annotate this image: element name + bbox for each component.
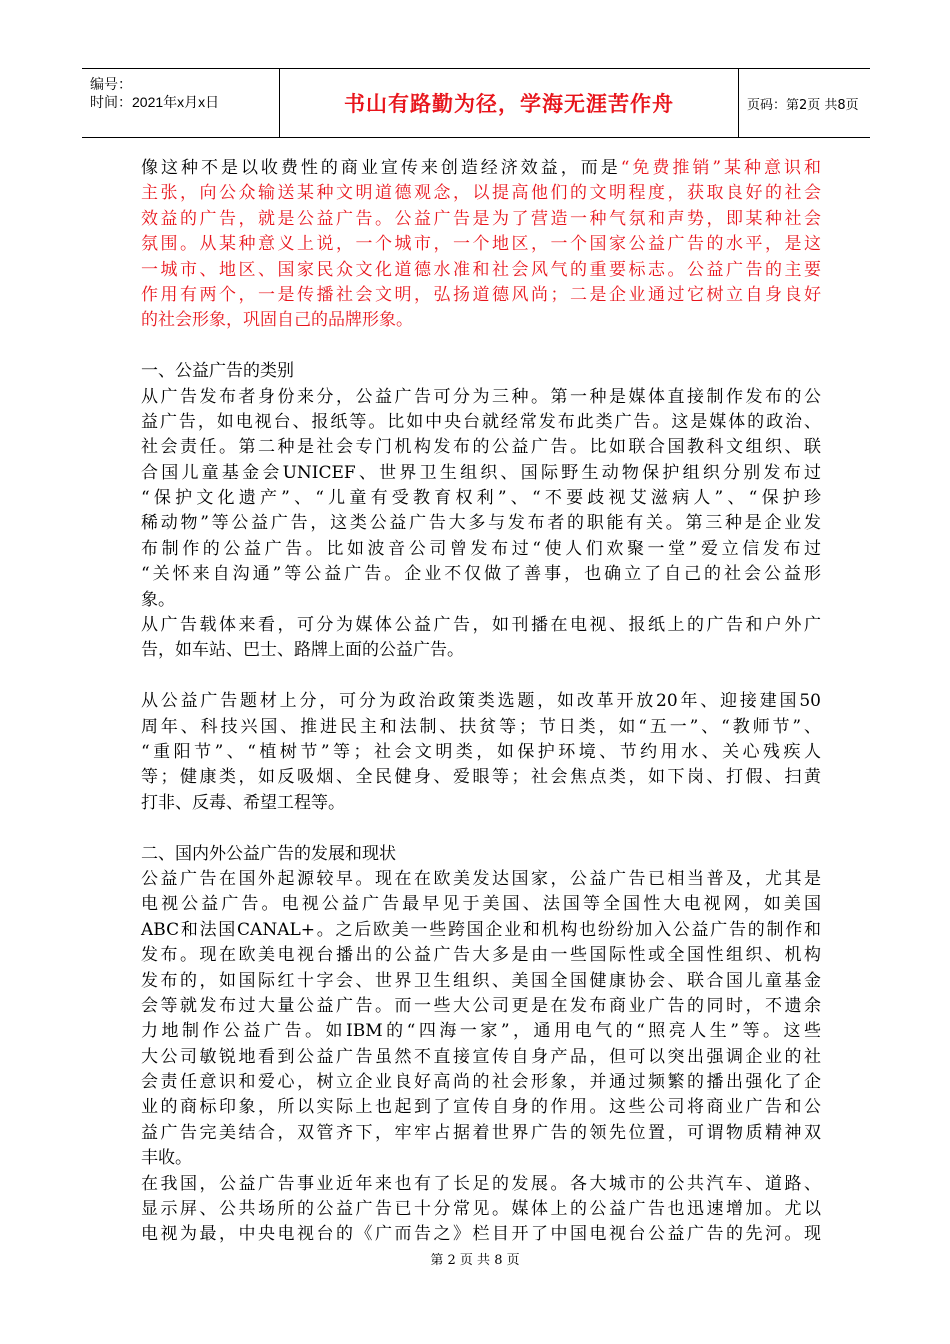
line: 益广告，如电视台、报纸等。比如中央台就经常发布此类广告。这是媒体的政治、	[141, 411, 821, 432]
line: 作用有两个，一是传播社会文明，弘扬道德风尚；二是企业通过它树立自身良好	[141, 284, 821, 305]
line: 从广告发布者身份来分，公益广告可分为三种。第一种是媒体直接制作发布的公	[141, 386, 821, 407]
line: 从广告载体来看，可分为媒体公益广告，如刊播在电视、报纸上的广告和户外广	[141, 615, 821, 636]
paragraph-2	[141, 385, 821, 614]
line: 力地制作公益广告。如IBM的“四海一家”，通用电气的“照亮人生”等。这些	[141, 1021, 821, 1042]
line: 氛围。从某种意义上说，一个城市，一个地区，一个国家公益广告的水平，是这	[141, 234, 821, 255]
line: ABC和法国CANAL+。之后欧美一些跨国企业和机构也纷纷加入公益广告的制作和	[141, 919, 821, 940]
line: 会责任意识和爱心，树立企业良好高尚的社会形象，并通过频繁的播出强化了企	[141, 1072, 821, 1093]
line: 业的商标印象，所以实际上也起到了宣传自身的作用。这些公司将商业广告和公	[141, 1097, 821, 1118]
header-table	[82, 68, 870, 138]
line: 合国儿童基金会UNICEF、世界卫生组织、国际野生动物保护组织分别发布过	[141, 462, 821, 483]
line: 会等就发布过大量公益广告。而一些大公司更是在发布商业广告的同时，不遗余	[141, 995, 821, 1016]
motto: 书山有路勤为径，学海无涯苦作舟	[344, 92, 674, 116]
blank-line	[141, 816, 821, 841]
number-label: 编号：	[90, 76, 132, 92]
page-label: 页码：第2页 共8页	[747, 97, 859, 113]
line: 稀动物”等公益广告，这类公益广告大多与发布者的职能有关。第三种是企业发	[141, 513, 821, 534]
line: 效益的广告，就是公益广告。公益广告是为了营造一种气氛和声势，即某种社会	[141, 208, 821, 229]
text-red: “免费推销”某种意识和	[620, 158, 822, 178]
line: 发布。现在欧美电视台播出的公益广告大多是由一些国际性或全国性组织、机构	[141, 945, 821, 966]
line: 告，如车站、巴士、路牌上面的公益广告。	[141, 640, 464, 661]
line: 公益广告在国外起源较早。现在在欧美发达国家，公益广告已相当普及，尤其是	[141, 868, 821, 889]
line: 社会责任。第二种是社会专门机构发布的公益广告。比如联合国教科文组织、联	[141, 437, 821, 458]
line: 发布的，如国际红十字会、世界卫生组织、美国全国健康协会、联合国儿童基金	[141, 970, 821, 991]
line: 打非、反毒、希望工程等。	[141, 792, 345, 813]
paragraph-1-red	[141, 181, 821, 333]
blank-line	[141, 664, 821, 689]
header-motto-cell	[279, 69, 739, 137]
line: 布制作的公益广告。比如波音公司曾发布过“使人们欢聚一堂”爱立信发布过	[141, 538, 821, 559]
page-footer: 第 2 页 共 8 页	[430, 1253, 520, 1268]
time-label: 时间：2021年x月x日	[90, 94, 220, 110]
line: 丰收。	[141, 1148, 192, 1169]
section-heading-2: 二、国内外公益广告的发展和现状	[141, 843, 396, 864]
blank-line	[141, 334, 821, 359]
line: 电视公益广告。电视公益广告最早见于美国、法国等全国性大电视网，如美国	[141, 894, 821, 915]
line: 一城市、地区、国家民众文化道德水准和社会风气的重要标志。公益广告的主要	[141, 259, 821, 280]
line: 在我国，公益广告事业近年来也有了长足的发展。各大城市的公共汽车、道路、	[141, 1173, 821, 1194]
document-body	[141, 156, 821, 1248]
line: 主张，向公众输送某种文明道德观念，以提高他们的文明程度，获取良好的社会	[141, 183, 821, 204]
header-meta	[82, 69, 279, 137]
paragraph-6	[141, 1172, 821, 1248]
line: “重阳节”、“植树节”等；社会文明类，如保护环境、节约用水、关心残疾人	[141, 741, 821, 762]
paragraph-4	[141, 689, 821, 816]
line: 益广告完美结合，双管齐下，牢牢占据着世界广告的领先位置，可谓物质精神双	[141, 1122, 821, 1143]
text-black: 像这种不是以收费性的商业宣传来创造经济效益，而是	[141, 158, 621, 178]
header-page-cell	[739, 69, 870, 137]
line: “保护文化遗产”、“儿童有受教育权利”、“不要歧视艾滋病人”、“保护珍	[141, 488, 821, 509]
paragraph-3	[141, 613, 821, 664]
line: “关怀来自沟通”等公益广告。企业不仅做了善事，也确立了自己的社会公益形	[141, 564, 821, 585]
line: 等；健康类，如反吸烟、全民健身、爱眼等；社会焦点类，如下岗、打假、扫黄	[141, 767, 821, 788]
section-heading-1: 一、公益广告的类别	[141, 361, 294, 382]
line: 的社会形象，巩固自己的品牌形象。	[141, 310, 413, 331]
paragraph-1-line-1	[141, 156, 821, 181]
line: 显示屏、公共场所的公益广告已十分常见。媒体上的公益广告也迅速增加。尤以	[141, 1199, 821, 1220]
line: 周年、科技兴国、推进民主和法制、扶贫等；节日类，如“五一”、“教师节”、	[141, 716, 821, 737]
paragraph-5	[141, 867, 821, 1172]
line: 从公益广告题材上分，可分为政治政策类选题，如改革开放20年、迎接建国50	[141, 691, 821, 712]
line: 电视为最，中央电视台的《广而告之》栏目开了中国电视台公益广告的先河。现	[141, 1224, 821, 1245]
line: 大公司敏锐地看到公益广告虽然不直接宣传自身产品，但可以突出强调企业的社	[141, 1046, 821, 1067]
line: 象。	[141, 589, 175, 610]
